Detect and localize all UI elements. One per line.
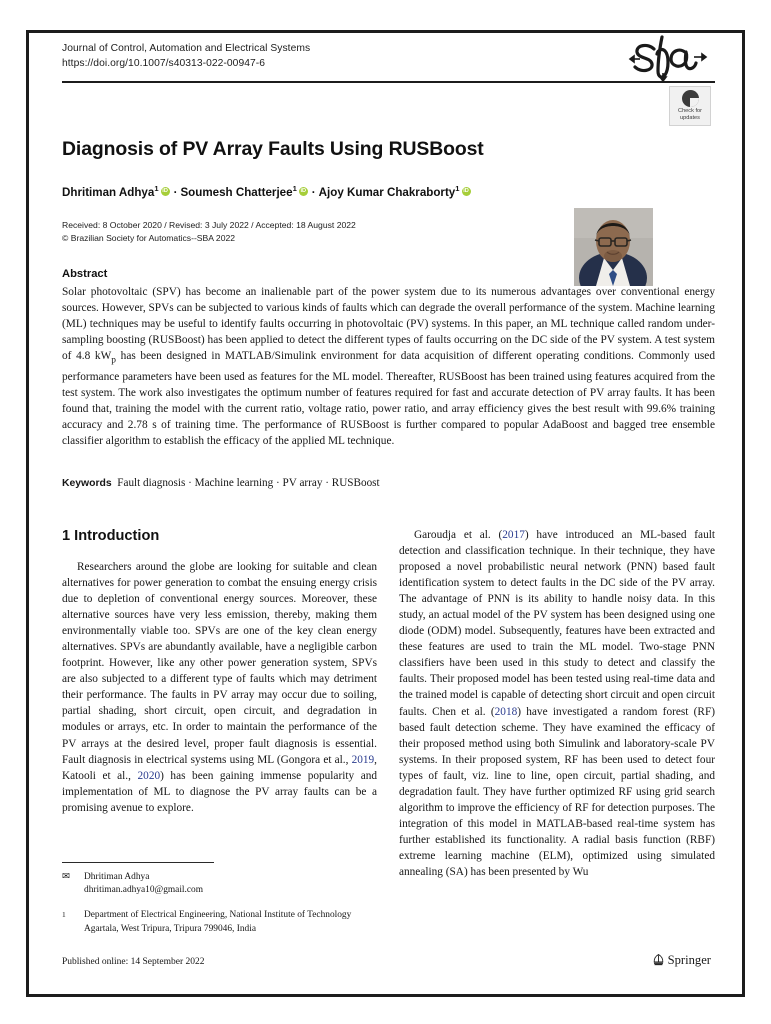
sba-logo bbox=[624, 33, 714, 85]
affiliation-1 bbox=[62, 909, 382, 935]
orcid-icon[interactable] bbox=[161, 187, 170, 196]
journal-doi[interactable]: https://doi.org/10.1007/s40313-022-00947-6 bbox=[62, 58, 266, 69]
abstract-part2: has been designed in MATLAB/Simulink environment for data acquisition of different operating conditions. Commonly used performance parameters have been used as features for the ML model. Thereafter, RUSBoost has been trained using features acquired from the test system. The work also investigates the optimum number of features required for fast and accurate detection of PV array faults. It has been found that, training the model with the current ratio, voltage ratio, power ratio, and array efficiency gives the best result with 99.6% training accuracy and 2.78 s of training time. The performance of RUSBoost is further compared to popular AdaBoost and bagged tree ensemble classifier algorithm to establish the efficacy of the applied ML technique. bbox=[62, 350, 715, 448]
keywords-list: Fault diagnosis · Machine learning · PV array · RUSBoost bbox=[117, 477, 380, 489]
body-column-left bbox=[62, 559, 377, 816]
author-separator-1: · bbox=[173, 185, 178, 199]
corresponding-author-email[interactable]: dhritiman.adhya10@gmail.com bbox=[84, 885, 204, 896]
author-list bbox=[62, 181, 702, 201]
abstract-heading: Abstract bbox=[62, 268, 108, 280]
published-online: Published online: 14 September 2022 bbox=[62, 957, 205, 967]
journal-name: Journal of Control, Automation and Electrical Systems bbox=[62, 43, 311, 54]
citation-gongora-2019[interactable]: 2019 bbox=[351, 753, 375, 766]
page-frame bbox=[26, 30, 745, 997]
springer-label: Springer bbox=[667, 953, 711, 967]
footnote-divider bbox=[62, 862, 214, 863]
right-text-b: ) have introduced an ML-based fault detection and classification technique. In their technique, they have proposed a novel probabilistic neural network (PNN) based fault identification system to detect faults in the DC side of the PV array. The advantage of PNN is its ability to handle noisy data. In this study, an actual model of the PV system has been designed using one diode (ODM) model. Subsequently, features have been extracted and these features are used to train the ML model. Two-stage PNN classifiers have been used in this study to detect and classify the faults. Their proposed model has been tested using real-time data and the trained model is capable of detecting short circuit and open circuit faults. Chen et al. ( bbox=[399, 529, 715, 718]
paragraph-left-1 bbox=[62, 559, 377, 816]
copyright-line: © Brazilian Society for Automatics--SBA 2022 bbox=[62, 232, 236, 243]
corresponding-author-name: Dhritiman Adhya bbox=[84, 872, 150, 882]
body-column-right bbox=[399, 527, 715, 880]
section-heading-introduction: 1 Introduction bbox=[62, 528, 160, 544]
corresponding-author bbox=[62, 871, 382, 897]
abstract-subscript: p bbox=[111, 355, 117, 366]
author-affiliation-mark-1: 1 bbox=[154, 184, 159, 193]
header-divider bbox=[62, 81, 715, 83]
crossmark-icon bbox=[682, 90, 699, 107]
envelope-icon: ✉ bbox=[62, 872, 70, 882]
left-text-a: Researchers around the globe are looking for suitable and clean alternatives for power generation to combat the ensuing energy crisis due to depletion of conventional energy sources. Moreover, these alternative sources have very less emission, thereby, making them environmentally viable too. SPVs are one of the key clean energy alternatives. SPVs are abundantly available, have a negligible carbon footprint. However, like any other power generation system, SPVs are also subjected to a different type of faults which may detriment their performance. The faults in PV array may occur due to soiling, partial shading, short circuit, open circuit, and degradation in modules or arrays, etc. In order to maintain the performance of the PV arrays at the desired level, proper fault diagnosis is essential. Fault diagnosis in electrical systems using ML (Gongora et al., bbox=[62, 561, 377, 766]
springer-logo bbox=[652, 953, 711, 970]
right-text-c: ) have investigated a random forest (RF) based fault detection scheme. They have examined the efficacy of their proposed method using both Simulink and laboratory-scale PV systems. In their proposed system, RF has been used to detect four types of fault, viz. line to line, open circuit, partial shading, and degradation fault. They have further optimized RF using grid search algorithm to improve the efficiency of RF for detection purposes. The integration of this model in MATLAB-based real-time system has further established its functionality. A radial basis function (RBF) extreme learning machine (ELM), optimized using simulated annealing (SA) has been presented by Wu bbox=[399, 705, 715, 878]
check-for-updates-badge[interactable] bbox=[669, 86, 711, 126]
affiliation-mark: 1 bbox=[62, 910, 66, 920]
author-portrait bbox=[574, 208, 653, 286]
right-text-a: Garoudja et al. ( bbox=[414, 529, 503, 541]
abstract-part1: Solar photovoltaic (SPV) has become an inalienable part of the power system due to its numerous advantages over conventional energy sources. However, SPVs can be subjected to various kinds of faults which can degrade the overall performance of the system. Machine learning (ML) techniques may be useful to identify faults occurring in photovoltaic (PV) systems. In this paper, an ML technique called random under-sampling boosting (RUSBoost) has been applied to detect the different types of faults occurring on the DC side of the PV system. A test system of 4.8 kW bbox=[62, 286, 715, 363]
author-name-2[interactable]: Soumesh Chatterjee bbox=[180, 185, 293, 199]
author-name-1[interactable]: Dhritiman Adhya bbox=[62, 185, 155, 199]
keywords-label: Keywords bbox=[62, 478, 112, 489]
article-title: Diagnosis of PV Array Faults Using RUSBoost bbox=[62, 138, 484, 160]
citation-chen-2018[interactable]: 2018 bbox=[494, 705, 518, 718]
journal-header bbox=[62, 41, 622, 71]
citation-katooli-2020[interactable]: 2020 bbox=[137, 769, 161, 782]
springer-mark-icon bbox=[652, 953, 665, 970]
author-name-3[interactable]: Ajoy Kumar Chakraborty bbox=[318, 185, 456, 199]
left-text-b: , Katooli et al., bbox=[62, 753, 377, 782]
left-text-c: ) has been gaining immense popularity and implementation of ML to diagnose the PV array faults can be a promising avenue to explore. bbox=[62, 769, 378, 814]
abstract-text bbox=[62, 284, 715, 449]
crossmark-line1: Check for bbox=[678, 108, 702, 114]
author-affiliation-mark-3: 1 bbox=[455, 184, 460, 193]
citation-garoudja-2017[interactable]: 2017 bbox=[502, 529, 525, 541]
author-affiliation-mark-2: 1 bbox=[292, 184, 297, 193]
paragraph-right-1 bbox=[399, 527, 715, 880]
received-revised-accepted: Received: 8 October 2020 / Revised: 3 July 2022 / Accepted: 18 August 2022 bbox=[62, 220, 356, 230]
orcid-icon[interactable] bbox=[299, 187, 308, 196]
keywords bbox=[62, 476, 715, 491]
affiliation-text: Department of Electrical Engineering, National Institute of Technology Agartala, West Tripura, Tripura 799046, India bbox=[84, 910, 352, 934]
crossmark-line2: updates bbox=[680, 114, 700, 121]
publication-dates bbox=[62, 219, 582, 244]
footnote-block bbox=[62, 871, 382, 948]
author-separator-2: · bbox=[311, 185, 316, 199]
orcid-icon[interactable] bbox=[462, 187, 471, 196]
